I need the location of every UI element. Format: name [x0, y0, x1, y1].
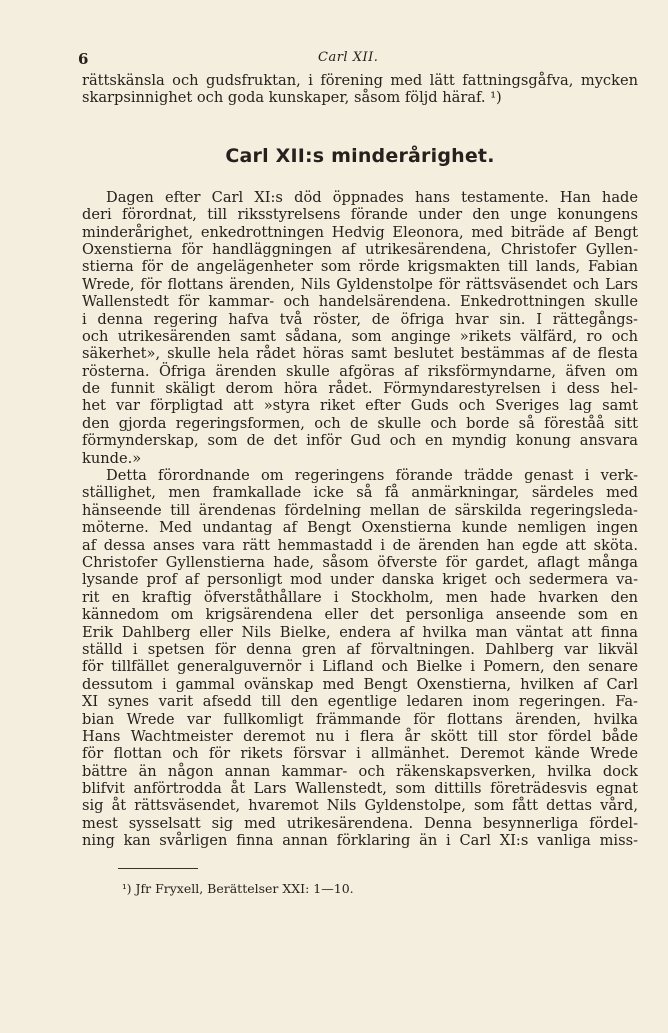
text-line: förmynderskap, som de det inför Gud och en myndig konung ansvara: [82, 432, 638, 450]
text-line: XI synes varit afsedd till den egentlige ledaren inom regeringen. Fa-: [82, 693, 638, 711]
text-line: rit en kraftig öfverståthållare i Stockholm, men hade hvarken den: [82, 588, 638, 606]
text-line: het var förpligtad att »styra riket efter Guds och Sveriges lag samt: [82, 397, 638, 415]
text-line: Oxenstierna för handläggningen af utrikesärendena, Christofer Gyllen-: [82, 240, 638, 258]
body-text: [82, 72, 638, 897]
section-heading: Carl XII:s minderårighet.: [225, 144, 495, 167]
footnote-text: Jfr Fryxell, Berättelser XXI: 1—10.: [135, 880, 354, 896]
text-line: Wrede, för flottans ärenden, Nils Gyldenstolpe för rättsväsendet och Lars: [82, 275, 638, 293]
text-line: kännedom om krigsärendena eller det personliga anseende som en: [82, 606, 638, 624]
footnote-rule: [118, 868, 198, 869]
text-line: och utrikesärenden samt sådana, som anginge »rikets välfärd, ro och: [82, 327, 638, 345]
text-line: Christofer Gyllenstierna hade, såsom öfverste för gardet, aflagt många: [82, 553, 638, 571]
text-line: deri förordnat, till riksstyrelsens förande under den unge konungens: [82, 206, 638, 224]
paragraph-criticism: [82, 467, 638, 850]
text-line: bian Wrede var fullkomligt främmande för flottans ärenden, hvilka: [82, 710, 638, 728]
text-line: mest sysselsatt sig med utrikesärendena. Denna besynnerliga fördel-: [82, 814, 638, 832]
page-header: [78, 50, 638, 70]
text-line: den gjorda regeringsformen, och de skulle och borde så föreståå sitt: [82, 414, 638, 432]
footnote-marker: ¹): [122, 881, 132, 896]
text-line: säkerhet», skulle hela rådet höras samt beslutet bestämmas af de flesta: [82, 345, 638, 363]
text-line: de funnit skäligt derom höra rådet. Förmyndarestyrelsen i dess hel-: [82, 380, 638, 398]
text-line: blifvit anförtrodda åt Lars Wallenstedt, som dittills företrädesvis egnat: [82, 780, 638, 798]
text-line: ning kan svårligen finna annan förklaring än i Carl XI:s vanliga miss-: [82, 832, 638, 850]
text-line: Dagen efter Carl XI:s död öppnades hans testamente. Han hade: [106, 188, 638, 206]
running-title: Carl XII.: [318, 50, 379, 65]
text-line: Erik Dahlberg eller Nils Bielke, endera af hvilka man väntat att finna: [82, 623, 638, 641]
text-line: Wallenstedt för kammar- och handelsärendena. Enkedrottningen skulle: [82, 293, 638, 311]
footnote: [82, 881, 638, 897]
text-line: ställighet, men framkallade icke så få anmärkningar, särdeles med: [82, 484, 638, 502]
text-line: af dessa anses vara rätt hemmastadd i de ärenden han egde att sköta.: [82, 536, 638, 554]
paragraph-testament: [82, 189, 638, 467]
text-line: bättre än någon annan kammar- och räkenskapsverken, hvilka dock: [82, 762, 638, 780]
text-line: för tillfället generalguvernör i Lifland och Bielke i Pomern, den senare: [82, 658, 638, 676]
text-line: ställd i spetsen för denna gren af förvaltningen. Dahlberg var likväl: [82, 640, 638, 658]
text-line: sig åt rättsväsendet, hvaremot Nils Gyldenstolpe, som fått dettas vård,: [82, 797, 638, 815]
text-line: möterne. Med undantag af Bengt Oxenstierna kunde nemligen ingen: [82, 519, 638, 537]
text-line: minderårighet, enkedrottningen Hedvig Eleonora, med biträde af Bengt: [82, 223, 638, 241]
text-line: dessutom i gammal ovänskap med Bengt Oxenstierna, hvilken af Carl: [82, 675, 638, 693]
text-line: skarpsinnighet och goda kunskaper, såsom följd häraf. ¹): [82, 89, 502, 107]
text-line: stierna för de angelägenheter som rörde krigsmakten till lands, Fabian: [82, 258, 638, 276]
text-line: rösterna. Öfriga ärenden skulle afgöras af riksförmyndarne, äfven om: [82, 362, 638, 380]
text-line: i denna regering hafva två röster, de öfriga hvar sin. I rättegångs-: [82, 310, 638, 328]
intro-paragraph: [82, 72, 638, 107]
text-line: rättskänsla och gudsfruktan, i förening med lätt fattningsgåfva, mycken: [82, 72, 638, 89]
text-line: kunde.»: [82, 449, 142, 467]
text-line: lysande prof af personligt mod under danska kriget och sedermera va-: [82, 571, 638, 589]
page-number: 6: [78, 50, 89, 68]
text-line: Detta förordnande om regeringens förande trädde genast i verk-: [106, 467, 638, 485]
text-line: Hans Wachtmeister deremot nu i flera år skött till stor fördel både: [82, 727, 638, 745]
text-line: för flottan och för rikets försvar i allmänhet. Deremot kände Wrede: [82, 745, 638, 763]
text-line: hänseende till ärendenas fördelning mellan de särskilda regeringsleda-: [82, 501, 638, 519]
